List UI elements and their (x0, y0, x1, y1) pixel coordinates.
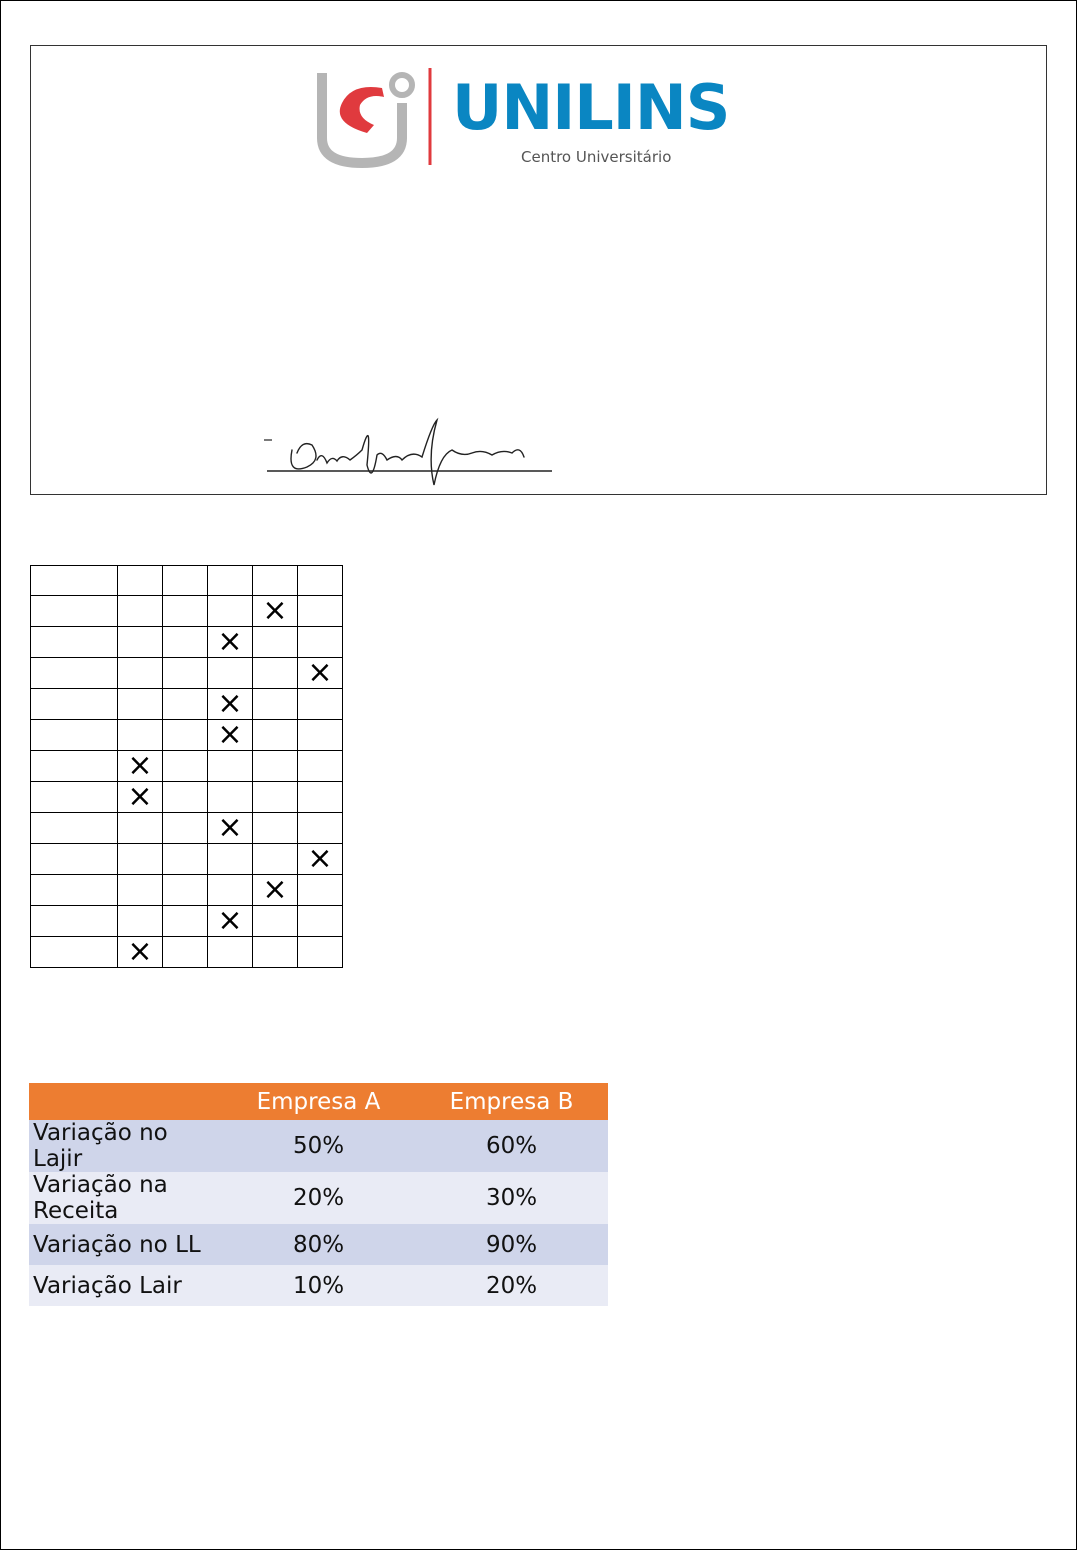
answer-row (31, 906, 343, 937)
table-row (29, 1172, 608, 1224)
question-cell (31, 627, 118, 658)
option-cell (118, 720, 163, 751)
header-cell: Empresa B (415, 1083, 608, 1120)
option-cell (298, 906, 343, 937)
option-cell (253, 627, 298, 658)
question-cell (31, 566, 118, 596)
option-cell (298, 782, 343, 813)
option-cell (163, 782, 208, 813)
question-cell (31, 782, 118, 813)
answer-mark: × (118, 782, 163, 813)
answer-row (31, 627, 343, 658)
unilins-logo (312, 63, 752, 173)
option-cell (298, 720, 343, 751)
option-cell (208, 937, 253, 968)
option-cell (118, 689, 163, 720)
header-cell (29, 1083, 222, 1120)
option-cell (253, 566, 298, 596)
question-cell (31, 813, 118, 844)
table-row (29, 1224, 608, 1265)
option-cell (298, 937, 343, 968)
option-cell (208, 782, 253, 813)
option-cell (298, 751, 343, 782)
option-cell (163, 751, 208, 782)
option-cell (208, 751, 253, 782)
answer-mark: × (208, 627, 253, 658)
row-label: Variação no Lajir (29, 1120, 222, 1172)
answer-row (31, 782, 343, 813)
option-cell (253, 720, 298, 751)
option-cell (298, 875, 343, 906)
row-label: Variação na Receita (29, 1172, 222, 1224)
empresa-a-value: 20% (222, 1172, 415, 1224)
table-row (29, 1120, 608, 1172)
leverage-table (29, 1083, 608, 1306)
question-cell (31, 937, 118, 968)
answer-row (31, 937, 343, 968)
signature-scribble-icon (262, 405, 562, 505)
option-cell (118, 844, 163, 875)
option-cell (163, 844, 208, 875)
row-label: Variação Lair (29, 1265, 222, 1306)
answer-mark: × (298, 844, 343, 875)
option-cell (253, 813, 298, 844)
logo-wordmark: UNILINS (452, 71, 730, 144)
answer-mark: × (118, 751, 163, 782)
option-cell (163, 906, 208, 937)
option-cell (253, 906, 298, 937)
option-cell (253, 782, 298, 813)
answer-mark: × (208, 720, 253, 751)
option-cell (118, 596, 163, 627)
answer-mark: × (253, 596, 298, 627)
question-cell (31, 875, 118, 906)
question-cell (31, 658, 118, 689)
empresa-a-value: 80% (222, 1224, 415, 1265)
answer-mark: × (118, 937, 163, 968)
option-cell (118, 813, 163, 844)
empresa-a-value: 50% (222, 1120, 415, 1172)
option-cell (118, 875, 163, 906)
answer-mark: × (208, 689, 253, 720)
option-cell (298, 596, 343, 627)
answer-mark: × (253, 875, 298, 906)
answer-row (31, 596, 343, 627)
question-cell (31, 689, 118, 720)
answer-row (31, 813, 343, 844)
answer-mark: × (298, 658, 343, 689)
answer-row (31, 751, 343, 782)
answer-grid (30, 565, 343, 968)
question-cell (31, 906, 118, 937)
option-cell (118, 566, 163, 596)
option-cell (163, 937, 208, 968)
option-cell (163, 627, 208, 658)
option-cell (298, 813, 343, 844)
answer-mark: × (208, 906, 253, 937)
empresa-b-value: 90% (415, 1224, 608, 1265)
row-label: Variação no LL (29, 1224, 222, 1265)
question-cell (31, 844, 118, 875)
table-header-row (29, 1083, 608, 1120)
answer-row (31, 566, 343, 596)
header-cell: Empresa A (222, 1083, 415, 1120)
option-cell (253, 658, 298, 689)
table-row (29, 1265, 608, 1306)
option-cell (163, 689, 208, 720)
option-cell (163, 596, 208, 627)
signature (262, 405, 562, 505)
option-cell (298, 689, 343, 720)
answer-row (31, 689, 343, 720)
answer-row (31, 658, 343, 689)
option-cell (253, 937, 298, 968)
option-cell (208, 658, 253, 689)
question-cell (31, 596, 118, 627)
answer-row (31, 720, 343, 751)
option-cell (208, 875, 253, 906)
question-cell (31, 720, 118, 751)
question-cell (31, 751, 118, 782)
option-cell (208, 596, 253, 627)
option-cell (163, 566, 208, 596)
option-cell (298, 627, 343, 658)
answer-row (31, 844, 343, 875)
option-cell (118, 658, 163, 689)
option-cell (118, 627, 163, 658)
unilins-emblem-icon (312, 63, 442, 173)
option-cell (253, 689, 298, 720)
option-cell (253, 844, 298, 875)
empresa-b-value: 20% (415, 1265, 608, 1306)
option-cell (208, 844, 253, 875)
option-cell (118, 906, 163, 937)
option-cell (163, 658, 208, 689)
option-cell (253, 751, 298, 782)
logo-subtitle: Centro Universitário (521, 148, 672, 166)
empresa-a-value: 10% (222, 1265, 415, 1306)
answer-row (31, 875, 343, 906)
option-cell (163, 813, 208, 844)
empresa-b-value: 60% (415, 1120, 608, 1172)
option-cell (208, 566, 253, 596)
option-cell (163, 875, 208, 906)
option-cell (298, 566, 343, 596)
option-cell (163, 720, 208, 751)
answer-mark: × (208, 813, 253, 844)
empresa-b-value: 30% (415, 1172, 608, 1224)
